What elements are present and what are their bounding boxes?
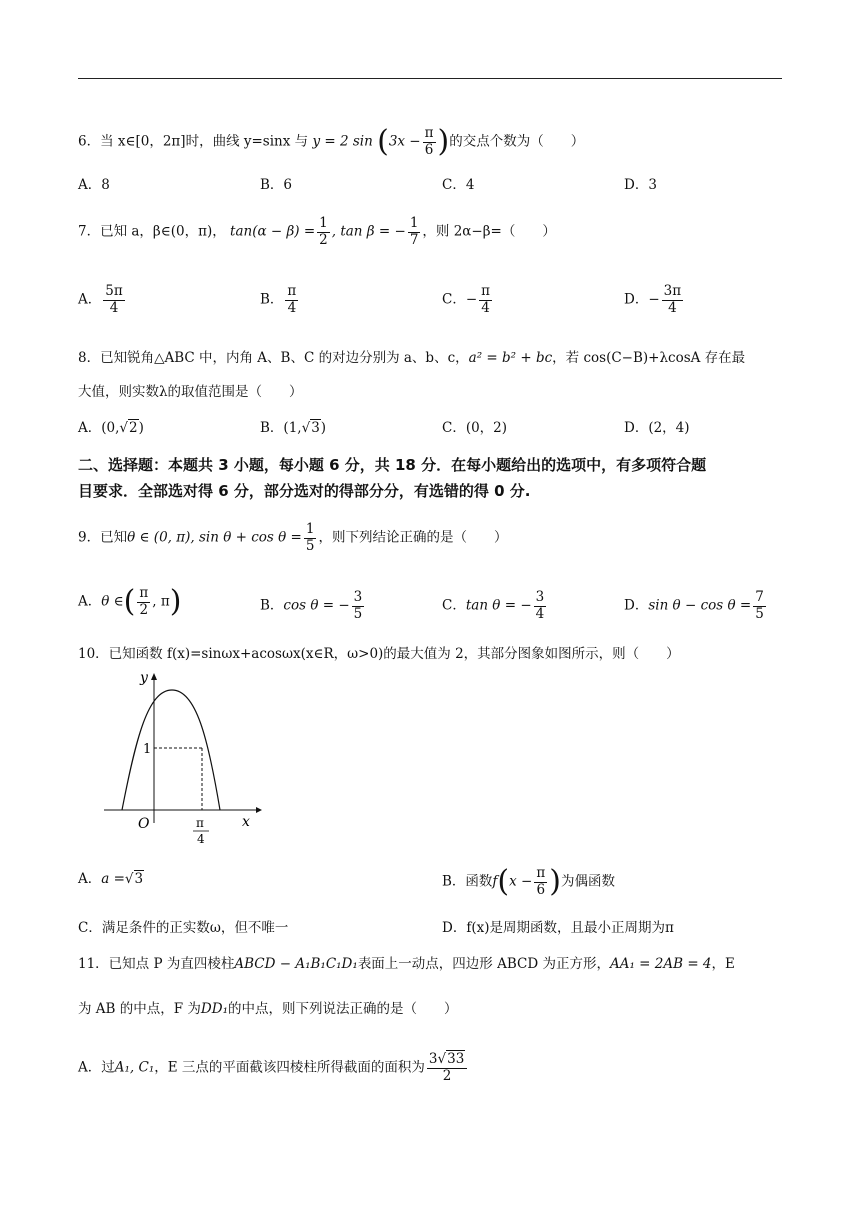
q8-option-c: C．(0，2) bbox=[442, 420, 508, 436]
sine-curve bbox=[122, 690, 220, 810]
q9-option-c: C．tan θ = − $\frac{3}{4}$ bbox=[442, 589, 545, 622]
q10-graph bbox=[96, 668, 266, 848]
q10-option-c: C．满足条件的正实数ω，但不唯一 bbox=[78, 920, 289, 936]
x-label: x bbox=[242, 814, 250, 830]
section-2-heading-line-2: 目要求．全部选对得 6 分，部分选对的得部分分，有选错的得 0 分. bbox=[78, 482, 531, 500]
q6-option-c: C．4 bbox=[442, 177, 475, 193]
y-label: y bbox=[140, 670, 148, 686]
origin-label: O bbox=[138, 816, 150, 832]
q9-option-d: D．sin θ − cos θ = $\frac{7}{5}$ bbox=[624, 589, 764, 622]
q10-option-b: B．函数f(x − $\frac{\pi}{6}$ )为偶函数 bbox=[442, 864, 615, 900]
q11-line-2: 为 AB 的中点，F 为DD₁的中点，则下列说法正确的是（ ） bbox=[78, 1001, 458, 1017]
q11-line-1: 11．已知点 P 为直四棱柱ABCD − A₁B₁C₁D₁表面上一动点，四边形 ABCD 为正方形，AA₁ = 2AB = 4，E bbox=[78, 956, 735, 972]
q8-line-2: 大值，则实数λ的取值范围是（ ） bbox=[78, 384, 303, 400]
q7-fraction-1: $\frac{1}{2}$ bbox=[319, 215, 328, 248]
q6-fraction: $\frac{\pi}{6}$ bbox=[424, 125, 434, 158]
q6-option-d: D．3 bbox=[624, 177, 657, 193]
q8-option-d: D．(2，4) bbox=[624, 420, 690, 436]
pi-label: π bbox=[196, 816, 204, 830]
x-axis-arrow bbox=[256, 807, 262, 813]
q6-option-a: A．8 bbox=[78, 177, 110, 193]
q9-option-b: B．cos θ = − $\frac{3}{5}$ bbox=[260, 589, 363, 622]
q9-option-a: A．θ ∈( $\frac{\pi}{2}$ , π) bbox=[78, 584, 182, 620]
q8-line-1: 8．已知锐角△ABC 中，内角 A、B、C 的对边分别为 a、b、c，a² = b² + bc，若 cos(C−B)+λcosA 存在最 bbox=[78, 350, 746, 366]
q7-option-c: C．− $\frac{\pi}{4}$ bbox=[442, 283, 491, 316]
q7-fraction-2: $\frac{1}{7}$ bbox=[409, 215, 419, 248]
q6-stem: 6．当 x∈[0，2π]时，曲线 y=sinx 与 y = 2 sin (3x − $\frac{\pi}{6}$ )的交点个数为（ ） bbox=[78, 124, 585, 160]
section-2-heading-line-1: 二、选择题：本题共 3 小题，每小题 6 分，共 18 分．在每小题给出的选项中，有多项符合题 bbox=[78, 456, 707, 474]
q8-option-a: A．(0,√2) bbox=[78, 420, 144, 436]
four-label: 4 bbox=[197, 832, 205, 846]
q10-option-d: D．f(x)是周期函数，且最小正周期为π bbox=[442, 920, 674, 936]
q8-option-b: B．(1,√3) bbox=[260, 420, 327, 436]
q7-option-d: D．− $\frac{3\pi}{4}$ bbox=[624, 283, 682, 316]
q7-option-a: A． $\frac{5\pi}{4}$ bbox=[78, 283, 123, 316]
header-rule bbox=[78, 78, 782, 79]
q10-stem: 10．已知函数 f(x)=sinωx+acosωx(x∈R，ω>0)的最大值为 2，其部分图象如图所示，则（ ） bbox=[78, 646, 680, 662]
q7-stem: 7．已知 a，β∈(0，π)， tan(α − β) = $\frac{1}{2}$ , tan β = − $\frac{1}{7}$ ，则 2α−β=（ ） bbox=[78, 215, 556, 248]
q10-option-a: A．a =√3 bbox=[78, 871, 144, 887]
q11-option-a: A．过A₁, C₁，E 三点的平面截该四棱柱所得截面的面积为 $\frac{3√33}{2}$ bbox=[78, 1052, 469, 1084]
q9-fraction: $\frac{1}{5}$ bbox=[305, 521, 315, 554]
q7-option-b: B． $\frac{\pi}{4}$ bbox=[260, 283, 297, 316]
q6-option-b: B．6 bbox=[260, 177, 293, 193]
one-label: 1 bbox=[143, 742, 152, 757]
q9-stem: 9．已知θ ∈ (0, π), sin θ + cos θ = $\frac{1}{5}$ ，则下列结论正确的是（ ） bbox=[78, 521, 508, 554]
y-axis-arrow bbox=[151, 673, 157, 680]
